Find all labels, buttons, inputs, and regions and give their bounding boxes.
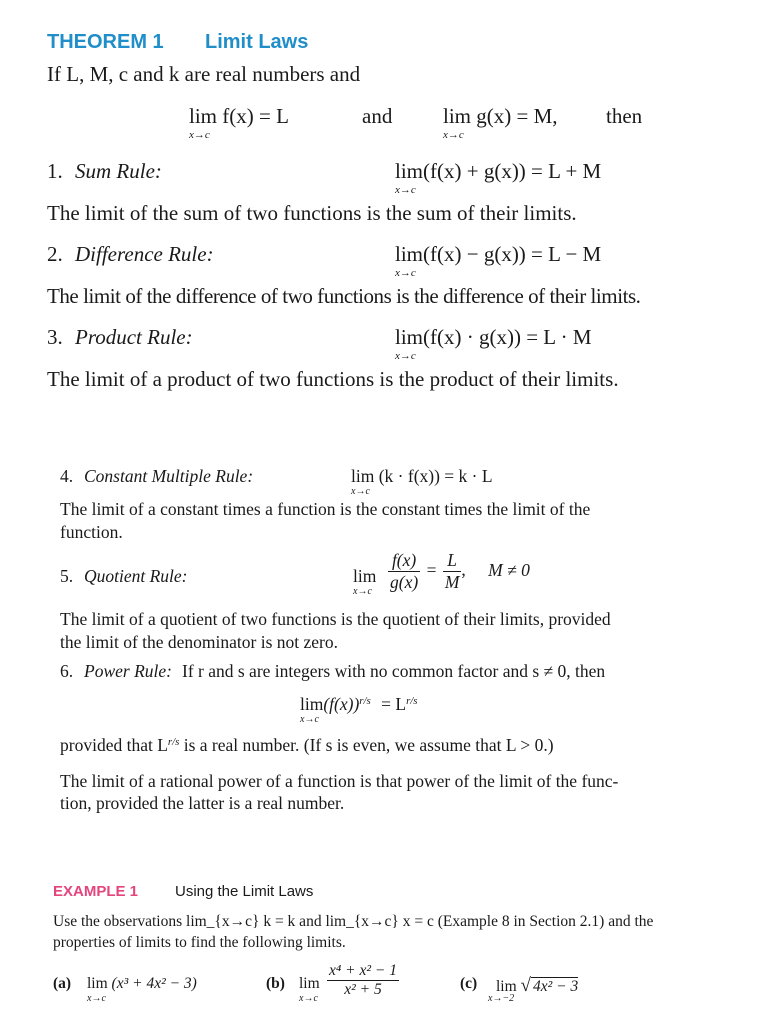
given-left-sub: x→c (189, 129, 210, 141)
rule-5-number: 5. (60, 566, 74, 586)
rule-5-condition: M ≠ 0 (488, 559, 530, 580)
rule-6-number: 6. (60, 661, 74, 681)
rule-3-formula: lim(f(x) · g(x)) = L · M (395, 325, 592, 349)
example-label: EXAMPLE 1 (53, 883, 139, 900)
rule-4-description-2: function. (60, 522, 123, 542)
rule-6-sub: x→c (300, 714, 319, 725)
theorem-intro: If L, M, c and k are real numbers and (47, 62, 361, 86)
rule-6-proviso (60, 735, 554, 756)
rule-1-name: Sum Rule: (75, 159, 162, 183)
example-part-b-lim: lim (299, 975, 320, 992)
example-part-b-denominator: x² + 5 (327, 980, 399, 999)
rule-6-proviso-exponent: r/s (167, 736, 180, 749)
rule-2-description: The limit of the difference of two functions is the difference of their limits. (47, 284, 641, 308)
rule-3-description: The limit of a product of two functions is the product of their limits. (47, 367, 619, 391)
example-text-2: properties of limits to find the following limits. (53, 934, 346, 951)
theorem-label: THEOREM 1 (47, 31, 164, 53)
given-connector: and (362, 104, 393, 128)
rule-6-description-1: The limit of a rational power of a function is that power of the limit of the func- (60, 771, 619, 791)
rule-5-fraction: $\frac{f(x)}{g(x)}$ = $\frac{L}{M}$ , M ≠ 0 (390, 550, 530, 592)
rule-4-description-1: The limit of a constant times a function is the constant times the limit of the (60, 499, 591, 519)
example-part-a-label: (a) (53, 975, 72, 992)
rule-1-formula: lim(f(x) + g(x)) = L + M (395, 159, 602, 183)
example-part-b-numerator: x⁴ + x² − 1 (329, 962, 397, 979)
example-part-b-label: (b) (266, 975, 285, 992)
theorem-title: Limit Laws (205, 31, 309, 53)
example-part-b-fraction (327, 962, 399, 999)
given-then: then (606, 104, 643, 128)
example-part-c-radicand: 4x² − 3 (532, 978, 579, 995)
example-part-a-lim: lim (87, 975, 108, 992)
rule-6-base: (f(x)) (323, 694, 360, 714)
rule-5-description-2: the limit of the denominator is not zero. (60, 632, 338, 652)
rule-5-rhs-denominator: M (444, 572, 460, 592)
given-left: lim f(x) = L (189, 104, 289, 128)
rule-5-equals: = (426, 559, 437, 580)
rule-6-rhs-exponent: r/s (406, 695, 418, 708)
rule-6-description-2: tion, provided the latter is a real number. (60, 793, 345, 813)
rule-5-sub: x→c (353, 586, 372, 597)
rule-4-formula: lim (k · f(x)) = k · L (351, 466, 493, 486)
rule-2-number: 2. (47, 242, 63, 266)
example-part-c-lim: lim (496, 978, 517, 995)
rule-4-name: Constant Multiple Rule: (84, 466, 254, 486)
rule-6-lim: lim (300, 694, 324, 714)
rule-6-proviso-end: is a real number. (If s is even, we assume that L > 0.) (179, 735, 554, 755)
example-part-a-expr (87, 975, 197, 993)
rule-6-equals: = L (381, 694, 407, 714)
rule-5-lim: lim (353, 566, 377, 586)
example-part-c-sub: x→−2 (488, 993, 515, 1004)
rule-4-number: 4. (60, 466, 74, 486)
rule-5-denominator: g(x) (390, 572, 419, 592)
rule-4-sub: x→c (351, 486, 370, 497)
rule-5-name: Quotient Rule: (84, 566, 188, 586)
example-part-a-sub: x→c (87, 993, 106, 1004)
given-right: lim g(x) = M, (443, 104, 558, 128)
example-part-a-body: (x³ + 4x² − 3) (111, 975, 197, 992)
example-part-c-label: (c) (460, 975, 478, 992)
rule-6-formula (300, 694, 418, 715)
rule-6-exponent: r/s (359, 695, 371, 708)
rule-6-proviso-start: provided that L (60, 735, 168, 755)
rule-1-sub: x→c (395, 184, 416, 196)
rule-2-name: Difference Rule: (75, 242, 214, 266)
rule-5-description-1: The limit of a quotient of two functions is the quotient of their limits, provided (60, 609, 611, 629)
rule-5-numerator: f(x) (391, 550, 417, 570)
rule-5-rhs-numerator: L (447, 550, 457, 570)
rule-2-sub: x→c (395, 267, 416, 279)
rule-6-name: Power Rule: (84, 661, 172, 681)
rule-1-number: 1. (47, 159, 63, 183)
example-title: Using the Limit Laws (175, 883, 314, 900)
rule-1-description: The limit of the sum of two functions is the sum of their limits. (47, 201, 577, 225)
given-right-sub: x→c (443, 129, 464, 141)
rule-6-intro: If r and s are integers with no common factor and s ≠ 0, then (182, 661, 606, 681)
example-part-b-sub: x→c (299, 993, 318, 1004)
rule-3-sub: x→c (395, 350, 416, 362)
example-part-c-radical-sign: √ (520, 975, 531, 996)
rule-3-name: Product Rule: (75, 325, 193, 349)
example-text-1: Use the observations lim_{x→c} k = k and lim_{x→c} x = c (Example 8 in Section 2.1) and the (53, 913, 654, 930)
rule-2-formula: lim(f(x) − g(x)) = L − M (395, 242, 602, 266)
rule-3-number: 3. (47, 325, 63, 349)
